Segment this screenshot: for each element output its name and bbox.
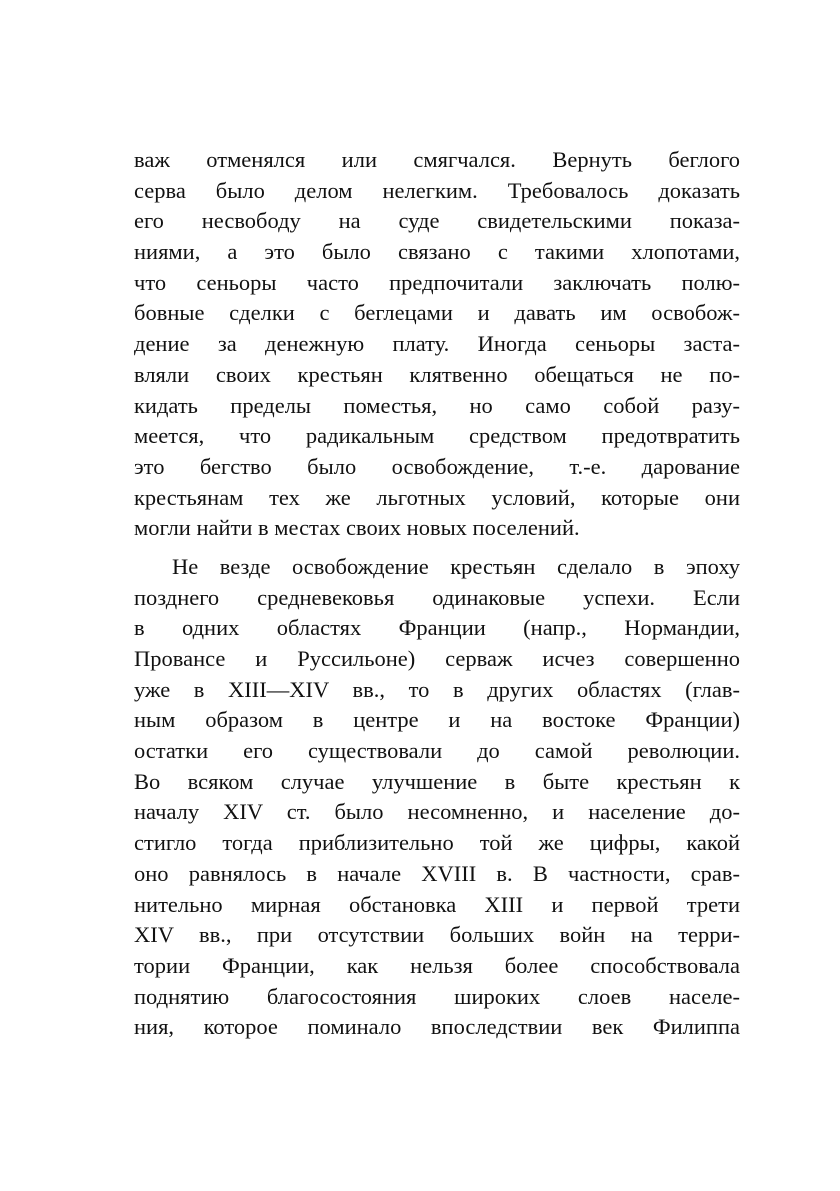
body-text xyxy=(134,145,740,1043)
text-line: важ отменялся или смягчался. Вернуть беглого xyxy=(134,147,740,172)
text-line: могли найти в местах своих новых поселений. xyxy=(134,515,580,541)
text-line: началу XIV ст. было несомненно, и население до- xyxy=(134,799,740,825)
text-line: уже в XIII—XIV вв., то в других областях (глав- xyxy=(134,676,740,702)
text-line: меется, что радикальным средством предотвратить xyxy=(134,423,740,449)
text-line: кидать пределы поместья, но само собой разу- xyxy=(134,392,740,418)
text-line: нительно мирная обстановка XIII и первой трети xyxy=(134,891,740,917)
text-line: в одних областях Франции (напр., Нормандии, xyxy=(134,615,740,641)
text-line: ния, которое поминало впоследствии век Филиппа xyxy=(134,1014,740,1040)
paragraph-1 xyxy=(134,145,740,544)
text-line: что сеньоры часто предпочитали заключать полю- xyxy=(134,269,740,295)
text-line: это бегство было освобождение, т.-е. дарование xyxy=(134,453,740,479)
text-line: XIV вв., при отсутствии больших войн на терри- xyxy=(134,922,740,948)
text-line: вляли своих крестьян клятвенно обещаться не по- xyxy=(134,361,740,387)
text-line: Во всяком случае улучшение в быте крестьян к xyxy=(134,768,740,794)
paragraph-gap xyxy=(134,544,740,552)
text-line: бовные сделки с беглецами и давать им освобож- xyxy=(134,300,740,326)
text-line: дение за денежную плату. Иногда сеньоры заста- xyxy=(134,331,740,357)
text-line: серва было делом нелегким. Требовалось доказать xyxy=(134,177,740,203)
text-line: остатки его существовали до самой революции. xyxy=(134,738,740,764)
text-line: Не везде освобождение крестьян сделало в эпоху xyxy=(172,553,740,579)
text-line: тории Франции, как нельзя более способствовала xyxy=(134,952,740,978)
text-line: позднего средневековья одинаковые успехи. Если xyxy=(134,584,740,610)
text-line: крестьянам тех же льготных условий, которые они xyxy=(134,484,740,510)
text-line: Провансе и Руссильоне) серваж исчез совершенно xyxy=(134,646,740,671)
text-line: его несвободу на суде свидетельскими показа- xyxy=(134,208,740,234)
text-line: ниями, а это было связано с такими хлопотами, xyxy=(134,239,740,265)
paragraph-2 xyxy=(134,552,740,1043)
text-line: оно равнялось в начале XVIII в. В частности, срав- xyxy=(134,860,740,886)
text-line: стигло тогда приблизительно той же цифры, какой xyxy=(134,830,740,856)
text-line: ным образом в центре и на востоке Франции) xyxy=(134,707,740,733)
text-line: поднятию благосостояния широких слоев населе- xyxy=(134,983,740,1009)
